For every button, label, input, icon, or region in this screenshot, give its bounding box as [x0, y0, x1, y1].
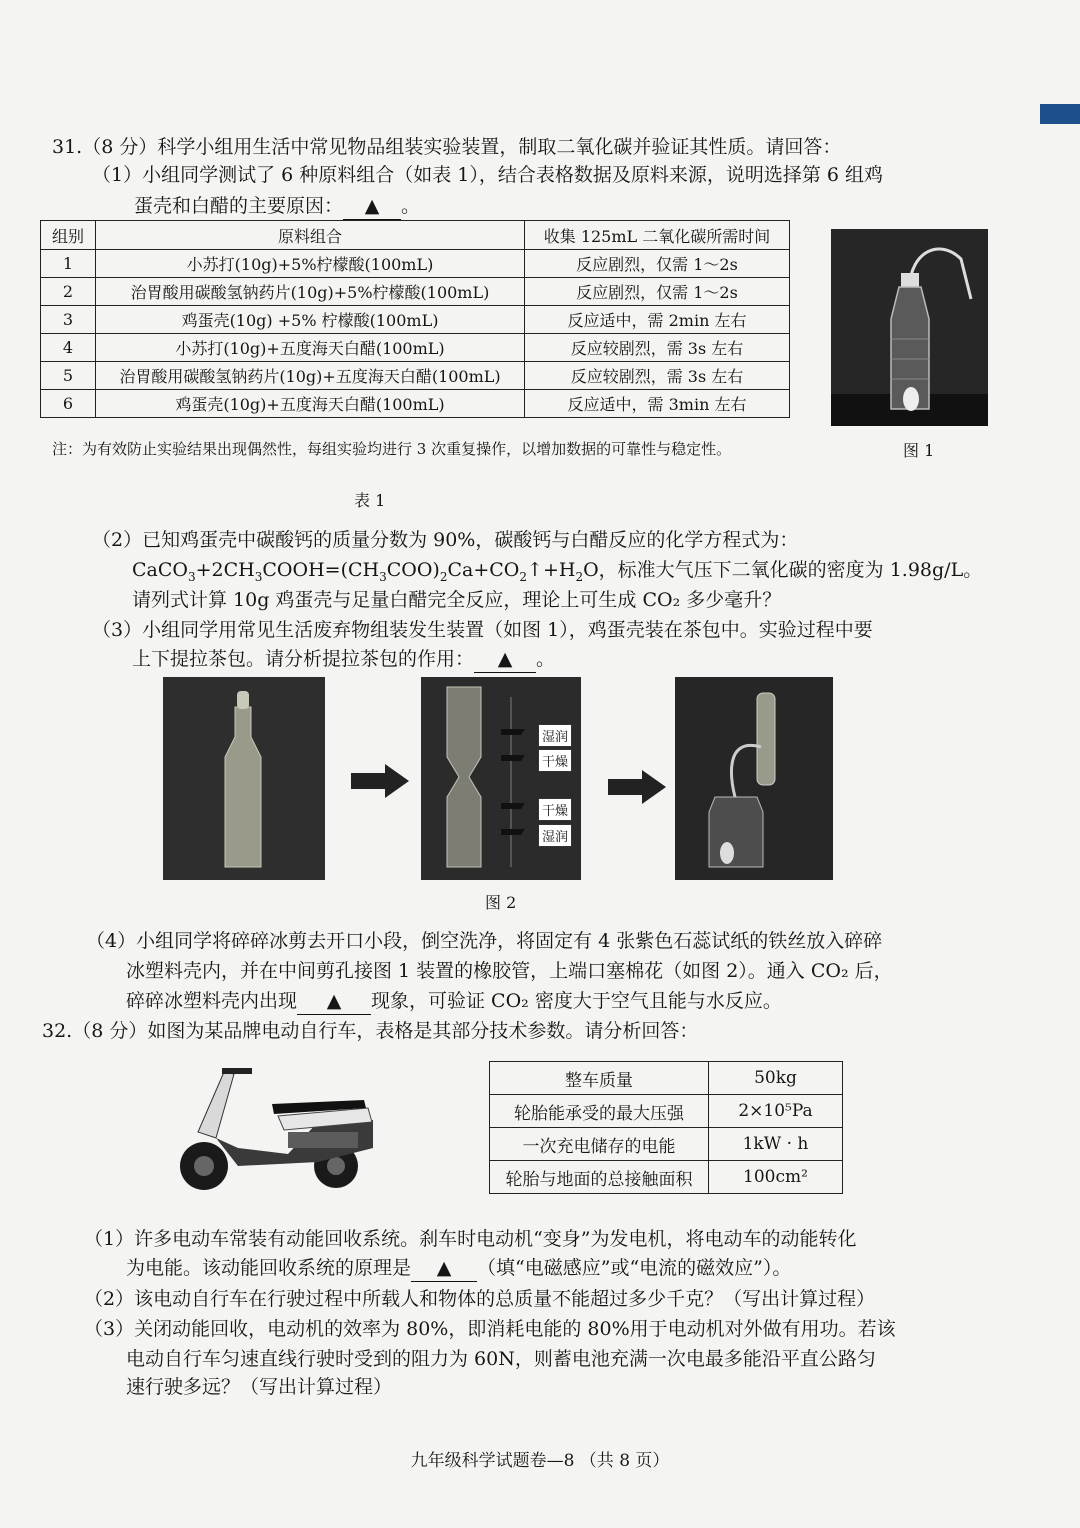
table-cell: 1	[41, 250, 96, 278]
eq-part: Ca+CO	[447, 559, 520, 581]
q32-part1-text: （填“电磁感应”或“电流的磁效应”）。	[477, 1257, 792, 1279]
table-header: 原料组合	[96, 221, 525, 250]
q31-part4-line3	[126, 988, 782, 1015]
eq-sub: 2	[575, 569, 584, 584]
q32-part3-line3: 速行驶多远？（写出计算过程）	[126, 1376, 393, 1398]
q31-part2-line3: 请列式计算 10g 鸡蛋壳与足量白醋完全反应，理论上可生成 CO₂ 多少毫升？	[132, 589, 782, 611]
eq-part: ↑+H	[527, 559, 576, 581]
period: 。	[536, 648, 556, 670]
table-cell: 反应较剧烈，需 3s 左右	[525, 334, 790, 362]
eq-sub: 3	[187, 569, 196, 584]
litmus-label-wet-bottom: 湿润	[538, 824, 572, 847]
q31-part4-text: 现象，可验证 CO₂ 密度大于空气且能与水反应。	[371, 990, 782, 1012]
table-cell: 治胃酸用碳酸氢钠药片(10g)+五度海天白醋(100mL)	[96, 362, 525, 390]
table-row	[41, 250, 790, 278]
q32-part2-line1: （2）该电动自行车在行驶过程中所载人和物体的总质量不能超过多少千克？（写出计算过程）	[84, 1288, 876, 1310]
q31-part3-text: 上下提拉茶包。请分析提拉茶包的作用：	[132, 648, 475, 670]
table-cell: 100cm²	[709, 1161, 843, 1194]
q32-part3-line1: （3）关闭动能回收，电动机的效率为 80%，即消耗电能的 80%用于电动机对外做有用功。若该	[84, 1318, 896, 1340]
table-row	[41, 362, 790, 390]
plastic-tube-icon	[163, 677, 325, 880]
q31-part3-line2	[132, 646, 555, 673]
answer-blank[interactable]: ▲	[343, 193, 401, 220]
table-row	[490, 1128, 843, 1161]
q31-part2-equation	[132, 557, 982, 590]
table-cell: 治胃酸用碳酸氢钠药片(10g)+5%柠檬酸(100mL)	[96, 278, 525, 306]
figure-2-photo-1	[163, 677, 325, 880]
table-cell: 一次充电储存的电能	[490, 1128, 709, 1161]
q32-part1-text: 为电能。该动能回收系统的原理是	[126, 1257, 412, 1279]
table-1-note: 注：为有效防止实验结果出现偶然性，每组实验均进行 3 次重复操作，以增加数据的可靠性与稳定性。	[52, 440, 732, 458]
page-edge-tab	[1040, 104, 1080, 124]
figure-2-photo-2	[421, 677, 581, 880]
assembled-apparatus-icon	[675, 677, 833, 880]
table-cell: 6	[41, 390, 96, 418]
table-cell: 整车质量	[490, 1062, 709, 1095]
q31-part1-line1: （1）小组同学测试了 6 种原料组合（如表 1），结合表格数据及原料来源，说明选择第 6 组鸡	[92, 164, 884, 186]
answer-blank[interactable]: ▲	[297, 988, 371, 1015]
arrow-right-icon	[608, 770, 666, 804]
answer-blank[interactable]: ▲	[411, 1255, 477, 1282]
figure-1-caption: 图 1	[903, 441, 935, 460]
table-cell: 轮胎能承受的最大压强	[490, 1095, 709, 1128]
table-cell: 鸡蛋壳(10g) +5% 柠檬酸(100mL)	[96, 306, 525, 334]
page-footer: 九年级科学试题卷—8 （共 8 页）	[410, 1451, 670, 1471]
table-cell: 反应适中，需 3min 左右	[525, 390, 790, 418]
eq-sub: 3	[254, 569, 263, 584]
table-cell: 2×10⁵Pa	[709, 1095, 843, 1128]
table-header: 组别	[41, 221, 96, 250]
table-cell: 小苏打(10g)+五度海天白醋(100mL)	[96, 334, 525, 362]
table-cell: 1kW · h	[709, 1128, 843, 1161]
table-row	[41, 390, 790, 418]
table-row	[41, 306, 790, 334]
electric-scooter-icon	[168, 1062, 380, 1194]
eq-part: COOH=(CH	[262, 559, 380, 581]
table-cell: 反应适中，需 2min 左右	[525, 306, 790, 334]
table-row	[41, 278, 790, 306]
figure-2-caption: 图 2	[485, 893, 517, 912]
table-cell: 4	[41, 334, 96, 362]
eq-sub: 2	[519, 569, 528, 584]
litmus-label-wet-top: 湿润	[538, 724, 572, 747]
table-row	[490, 1095, 843, 1128]
q32-part1-line2	[126, 1255, 791, 1282]
table-cell: 反应较剧烈，需 3s 左右	[525, 362, 790, 390]
arrow-right-icon	[351, 764, 409, 798]
q31-part4-line1: （4）小组同学将碎碎冰剪去开口小段，倒空洗净，将固定有 4 张紫色石蕊试纸的铁丝放入碎碎	[86, 930, 883, 952]
eq-sub: 2	[439, 569, 448, 584]
q31-part1-text: 蛋壳和白醋的主要原因：	[134, 195, 344, 217]
table-cell: 轮胎与地面的总接触面积	[490, 1161, 709, 1194]
table-cell: 3	[41, 306, 96, 334]
q31-part4-text: 碎碎冰塑料壳内出现	[126, 990, 298, 1012]
table-row	[490, 1161, 843, 1194]
table-cell: 鸡蛋壳(10g)+五度海天白醋(100mL)	[96, 390, 525, 418]
table-1-caption: 表 1	[354, 491, 386, 510]
q32-part3-line2: 电动自行车匀速直线行驶时受到的阻力为 60N，则蓄电池充满一次电最多能沿平直公路匀	[126, 1348, 876, 1370]
table-cell: 反应剧烈，仅需 1～2s	[525, 278, 790, 306]
q32-part1-line1: （1）许多电动车常装有动能回收系统。刹车时电动机“变身”为发电机，将电动车的动能转化	[84, 1228, 857, 1250]
eq-sub: 3	[379, 569, 387, 584]
answer-blank[interactable]: ▲	[474, 646, 536, 673]
eq-part: O，标准大气压下二氧化碳的密度为 1.98g/L。	[583, 559, 983, 581]
table-cell: 50kg	[709, 1062, 843, 1095]
tube-with-litmus-papers-icon	[421, 677, 581, 880]
table-row	[41, 334, 790, 362]
q31-part4-line2: 冰塑料壳内，并在中间剪孔接图 1 装置的橡胶管，上端口塞棉花（如图 2）。通入 CO₂ 后，	[126, 960, 893, 982]
figure-2-photo-3	[675, 677, 833, 880]
table-1	[40, 220, 790, 418]
table-specs	[489, 1061, 843, 1194]
eq-part: CaCO	[132, 559, 188, 581]
q31-part3-line1: （3）小组同学用常见生活废弃物组装发生装置（如图 1），鸡蛋壳装在茶包中。实验过程中要	[92, 619, 873, 641]
eq-part: +2CH	[195, 559, 255, 581]
table-cell: 反应剧烈，仅需 1～2s	[525, 250, 790, 278]
q31-part1-line2	[134, 193, 420, 220]
q31-stem: 31.（8 分）科学小组用生活中常见物品组装实验装置，制取二氧化碳并验证其性质。请回答：	[52, 136, 842, 158]
q31-part2-line1: （2）已知鸡蛋壳中碳酸钙的质量分数为 90%，碳酸钙与白醋反应的化学方程式为：	[92, 529, 799, 551]
period: 。	[401, 195, 421, 217]
table-header: 收集 125mL 二氧化碳所需时间	[525, 221, 790, 250]
bottle-with-tube-icon	[831, 229, 988, 426]
q32-stem: 32.（8 分）如图为某品牌电动自行车，表格是其部分技术参数。请分析回答：	[42, 1020, 699, 1042]
figure-1-photo	[831, 229, 988, 426]
table-cell: 小苏打(10g)+5%柠檬酸(100mL)	[96, 250, 525, 278]
table-row	[490, 1062, 843, 1095]
table-cell: 2	[41, 278, 96, 306]
litmus-label-dry-top: 干燥	[538, 749, 572, 772]
eq-part: COO)	[386, 559, 440, 581]
litmus-label-dry-bottom: 干燥	[538, 798, 572, 821]
table-cell: 5	[41, 362, 96, 390]
